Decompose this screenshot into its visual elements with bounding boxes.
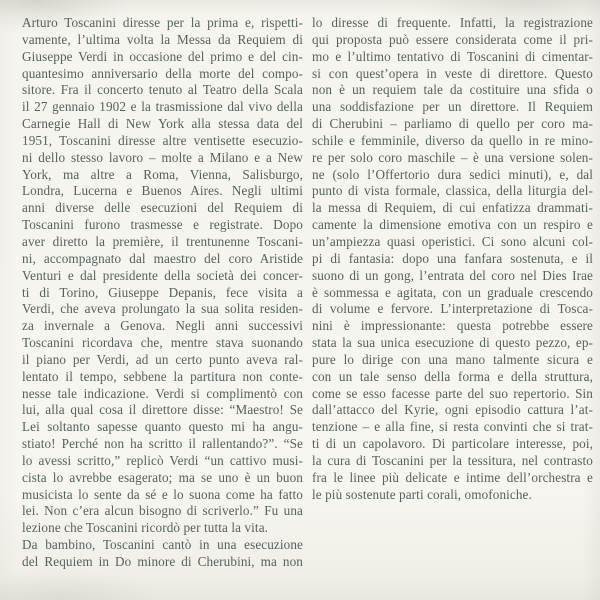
text-line: ne (solo l’Offertorio dura sedici minuti), e, dal [312, 166, 593, 182]
text-line: 1951, Toscanini diresse altre ventisette esecuzio- [22, 132, 303, 148]
text-line: il 27 gennaio 1902 e la trasmissione dal vivo della [22, 99, 303, 115]
text-line: cista lo avrebbe esagerato; ma se uno è un buon [22, 469, 303, 485]
text-line: ni dello stesso lavoro – molte a Milano e a New [22, 149, 303, 165]
text-line: suono di un gong, l’entrata del coro nel Dies Irae [312, 267, 593, 283]
text-line: lui, alla qual cosa il direttore disse: “Maestro! Se [22, 402, 303, 418]
text-line: lo diresse di frequente. Infatti, la registrazione [312, 15, 593, 30]
text-line: sitore. Fra il concerto tenuto al Teatro della Scala [22, 82, 303, 98]
text-line: Carnegie Hall di New York alla stessa data del [22, 116, 303, 132]
text-line: vamente, l’ultima volta la Messa da Requiem di [22, 31, 303, 47]
text-line: le più sostenute parti corali, omofoniche. [312, 486, 532, 502]
text-line: la cura di Toscanini per la tessitura, nel contrasto [312, 452, 593, 468]
text-line: come se esso facesse parte del suo repertorio. Sin [312, 385, 593, 401]
text-line: tenzione – e alla fine, si resta convinti che si trat- [312, 419, 593, 435]
text-line: nesse tale indicazione. Verdi si complimentò con [22, 385, 303, 401]
text-line: lo avessi scritto,” replicò Verdi “un cattivo musi- [22, 452, 303, 468]
text-line: anni diverse delle esecuzioni del Requiem di [22, 200, 303, 216]
text-line: lentato il tempo, sebbene la partitura non conte- [22, 368, 303, 384]
text-line: non è un requiem tale da costituire una sfida o [312, 82, 593, 98]
text-line: stiato! Perché non ha scritto il rallentando?”. “Se [22, 436, 303, 452]
text-line: Toscanini ricordava che, mentre stava suonando [22, 335, 303, 351]
text-line: di Cherubini – parliamo di quello per coro ma- [312, 116, 593, 132]
text-line: mo e l’ultimo tentativo di Toscanini di cimentar- [312, 48, 593, 64]
text-line: musicista lo sente da sé e lo suona come ha fatto [22, 486, 303, 502]
text-line: del Requiem in Do minore di Cherubini, ma non [22, 554, 303, 569]
text-line: quantesimo anniversario della morte del compo- [22, 65, 303, 81]
text-line: ni, accompagnato dal maestro del coro Aristide [22, 250, 303, 266]
text-line: Giuseppe Verdi in occasione del primo e del cin- [22, 48, 303, 64]
text-line: pure lo dirige con una mano talmente sicura e [312, 351, 593, 367]
text-line: re per solo coro maschile – è una versione solen- [312, 149, 593, 165]
text-line: schile e femminile, diverso da quello in re mino- [312, 132, 593, 148]
text-line: qui proposta può essere considerata come il pri- [312, 31, 593, 47]
text-line: Lei soltanto sapesse quanto questo mi ha angu- [22, 419, 303, 435]
text-line: lei. Non c’era alcun bisogno di scriverlo.” Fu una [22, 503, 303, 519]
text-line: aver diretto la première, il trentunenne Toscani- [22, 233, 303, 249]
text-line: Arturo Toscanini diresse per la prima e, rispetti- [22, 15, 303, 30]
text-line: York, ma altre a Roma, Vienna, Salisburgo, [22, 166, 303, 182]
text-line: nini è impressionante: questa potrebbe essere [312, 318, 593, 334]
text-line: è sommessa e agitata, con un graduale crescendo [312, 284, 593, 300]
text-line: camente la dimensione emotiva con un respiro e [312, 217, 593, 233]
text-line: Toscanini furono trasmesse e registrate. Dopo [22, 217, 303, 233]
text-line: ti di Torino, Giuseppe Depanis, fece visita a [22, 284, 303, 300]
text-line: punto di vista formale, classica, della liturgia del- [312, 183, 593, 199]
text-line: pi di fantasia: dopo una fanfara sostenuta, e il [312, 250, 593, 266]
text-line: un’ampiezza quasi operistici. Ci sono alcuni col- [312, 233, 593, 249]
text-column-right [312, 15, 593, 600]
text-line: una soddisfazione per un direttore. Il Requiem [312, 99, 593, 115]
text-line: Verdi, che aveva prolungato la sua solita residen- [22, 301, 303, 317]
text-line: stata la sua unica esecuzione di questo pezzo, ep- [312, 335, 593, 351]
text-line: Da bambino, Toscanini cantò in una esecuzione [22, 537, 303, 553]
text-line: za invernale a Genova. Negli anni successivi [22, 318, 303, 334]
text-line: il piano per Verdi, ad un certo punto aveva ral- [22, 351, 303, 367]
text-line: fra le linee più delicate e intime dell’orchestra e [312, 469, 593, 485]
text-line: con un tale senso della forma e della struttura, [312, 368, 593, 384]
text-column-left [22, 15, 303, 600]
text-line: Venturi e dal presidente della società dei concer- [22, 267, 303, 283]
text-line: Londra, Lucerna e Buenos Aires. Negli ultimi [22, 183, 303, 199]
text-line: la messa di Requiem, di cui enfatizza drammati- [312, 200, 593, 216]
text-line: ti di un capolavoro. Di particolare interesse, poi, [312, 436, 593, 452]
text-line: di volume e fervore. L’interpretazione di Tosca- [312, 301, 593, 317]
text-line: lezione che Toscanini ricordò per tutta la vita. [22, 520, 269, 536]
text-line: dall’attacco del Kyrie, ogni episodio cattura l’at- [312, 402, 593, 418]
text-line: si con quest’opera in veste di direttore. Questo [312, 65, 593, 81]
